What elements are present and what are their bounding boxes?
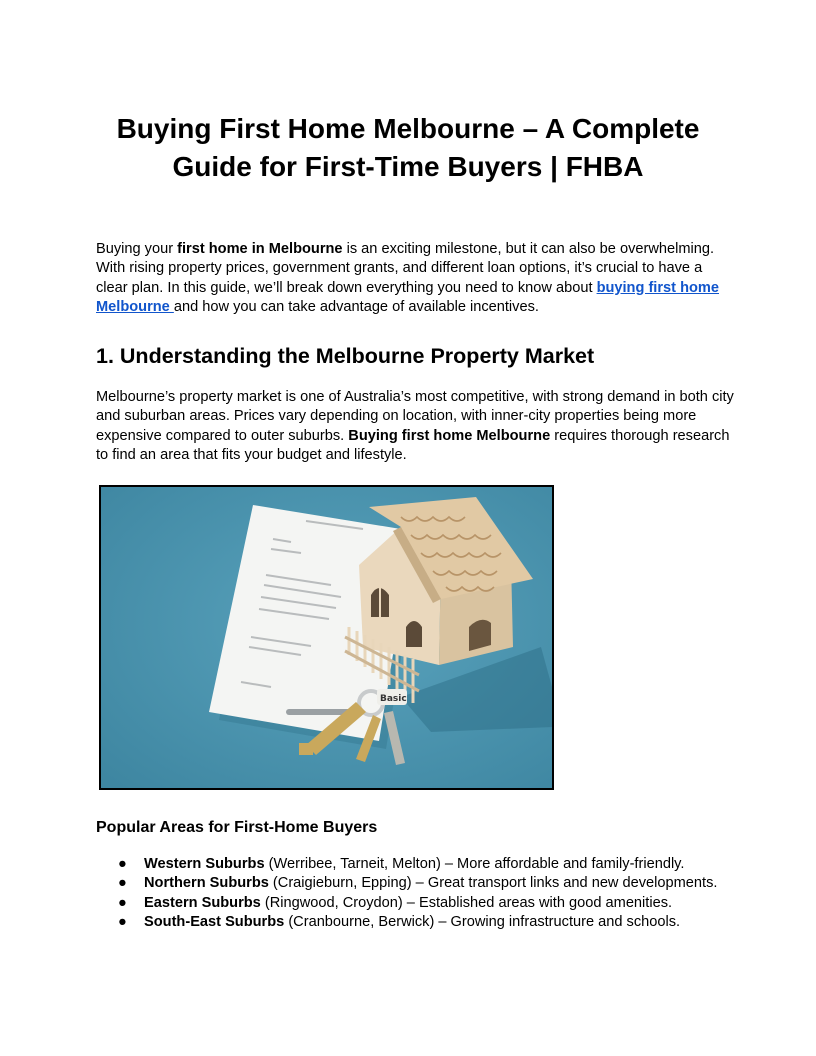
bullet-icon: ●	[118, 875, 127, 892]
area-detail: (Cranbourne, Berwick) – Growing infrastructure and schools.	[284, 914, 681, 931]
intro-text-3: and how you can take advantage of available incentives.	[173, 299, 539, 316]
market-text-1: Melbourne’s property market is one of Australia’s most competitive, with strong demand in both city and suburban areas. Prices vary depending on location, with inner-city properties being more expensive compared to outer suburbs.	[96, 389, 734, 444]
bullet-icon: ●	[118, 856, 127, 872]
market-bold-1: Buying first home Melbourne	[348, 427, 551, 444]
list-item	[96, 874, 736, 893]
bullet-icon: ●	[118, 894, 127, 911]
market-text-2: requires thorough research to find an area that fits your budget and lifestyle.	[96, 427, 730, 464]
page-title: Buying First Home Melbourne – A Complete Guide for First-Time Buyers | FHBA	[116, 113, 700, 182]
intro-bold-1: first home in Melbourne	[177, 241, 343, 257]
list-item	[96, 913, 736, 932]
buying-first-home-link[interactable]: buying first home Melbourne	[96, 279, 719, 316]
house-keys-photo	[99, 485, 554, 790]
intro-text-1: Buying your	[96, 241, 178, 257]
area-name: Northern Suburbs	[144, 875, 269, 892]
popular-areas-heading: Popular Areas for First-Home Buyers	[96, 819, 378, 836]
area-detail: (Werribee, Tarneit, Melton) – More affordable and family-friendly.	[264, 856, 685, 872]
area-detail: (Ringwood, Croydon) – Established areas with good amenities.	[260, 894, 673, 911]
area-name: Eastern Suburbs	[144, 894, 261, 911]
list-item	[96, 855, 736, 874]
area-name: Western Suburbs	[144, 856, 265, 872]
popular-areas-list	[96, 855, 736, 933]
intro-paragraph	[96, 240, 736, 318]
market-paragraph	[96, 388, 736, 466]
list-item	[96, 894, 736, 913]
section-heading-market: 1. Understanding the Melbourne Property Market	[96, 344, 595, 368]
bullet-icon: ●	[118, 914, 127, 931]
key-tag-text: Basic	[380, 694, 407, 704]
area-name: South-East Suburbs	[144, 914, 285, 931]
intro-text-2: is an exciting milestone, but it can also be overwhelming. With rising property prices, government grants, and different loan options, it’s crucial to have a clear plan. In this guide, we’ll break down everything you need to know about	[96, 241, 715, 296]
area-detail: (Craigieburn, Epping) – Great transport links and new developments.	[268, 875, 718, 892]
